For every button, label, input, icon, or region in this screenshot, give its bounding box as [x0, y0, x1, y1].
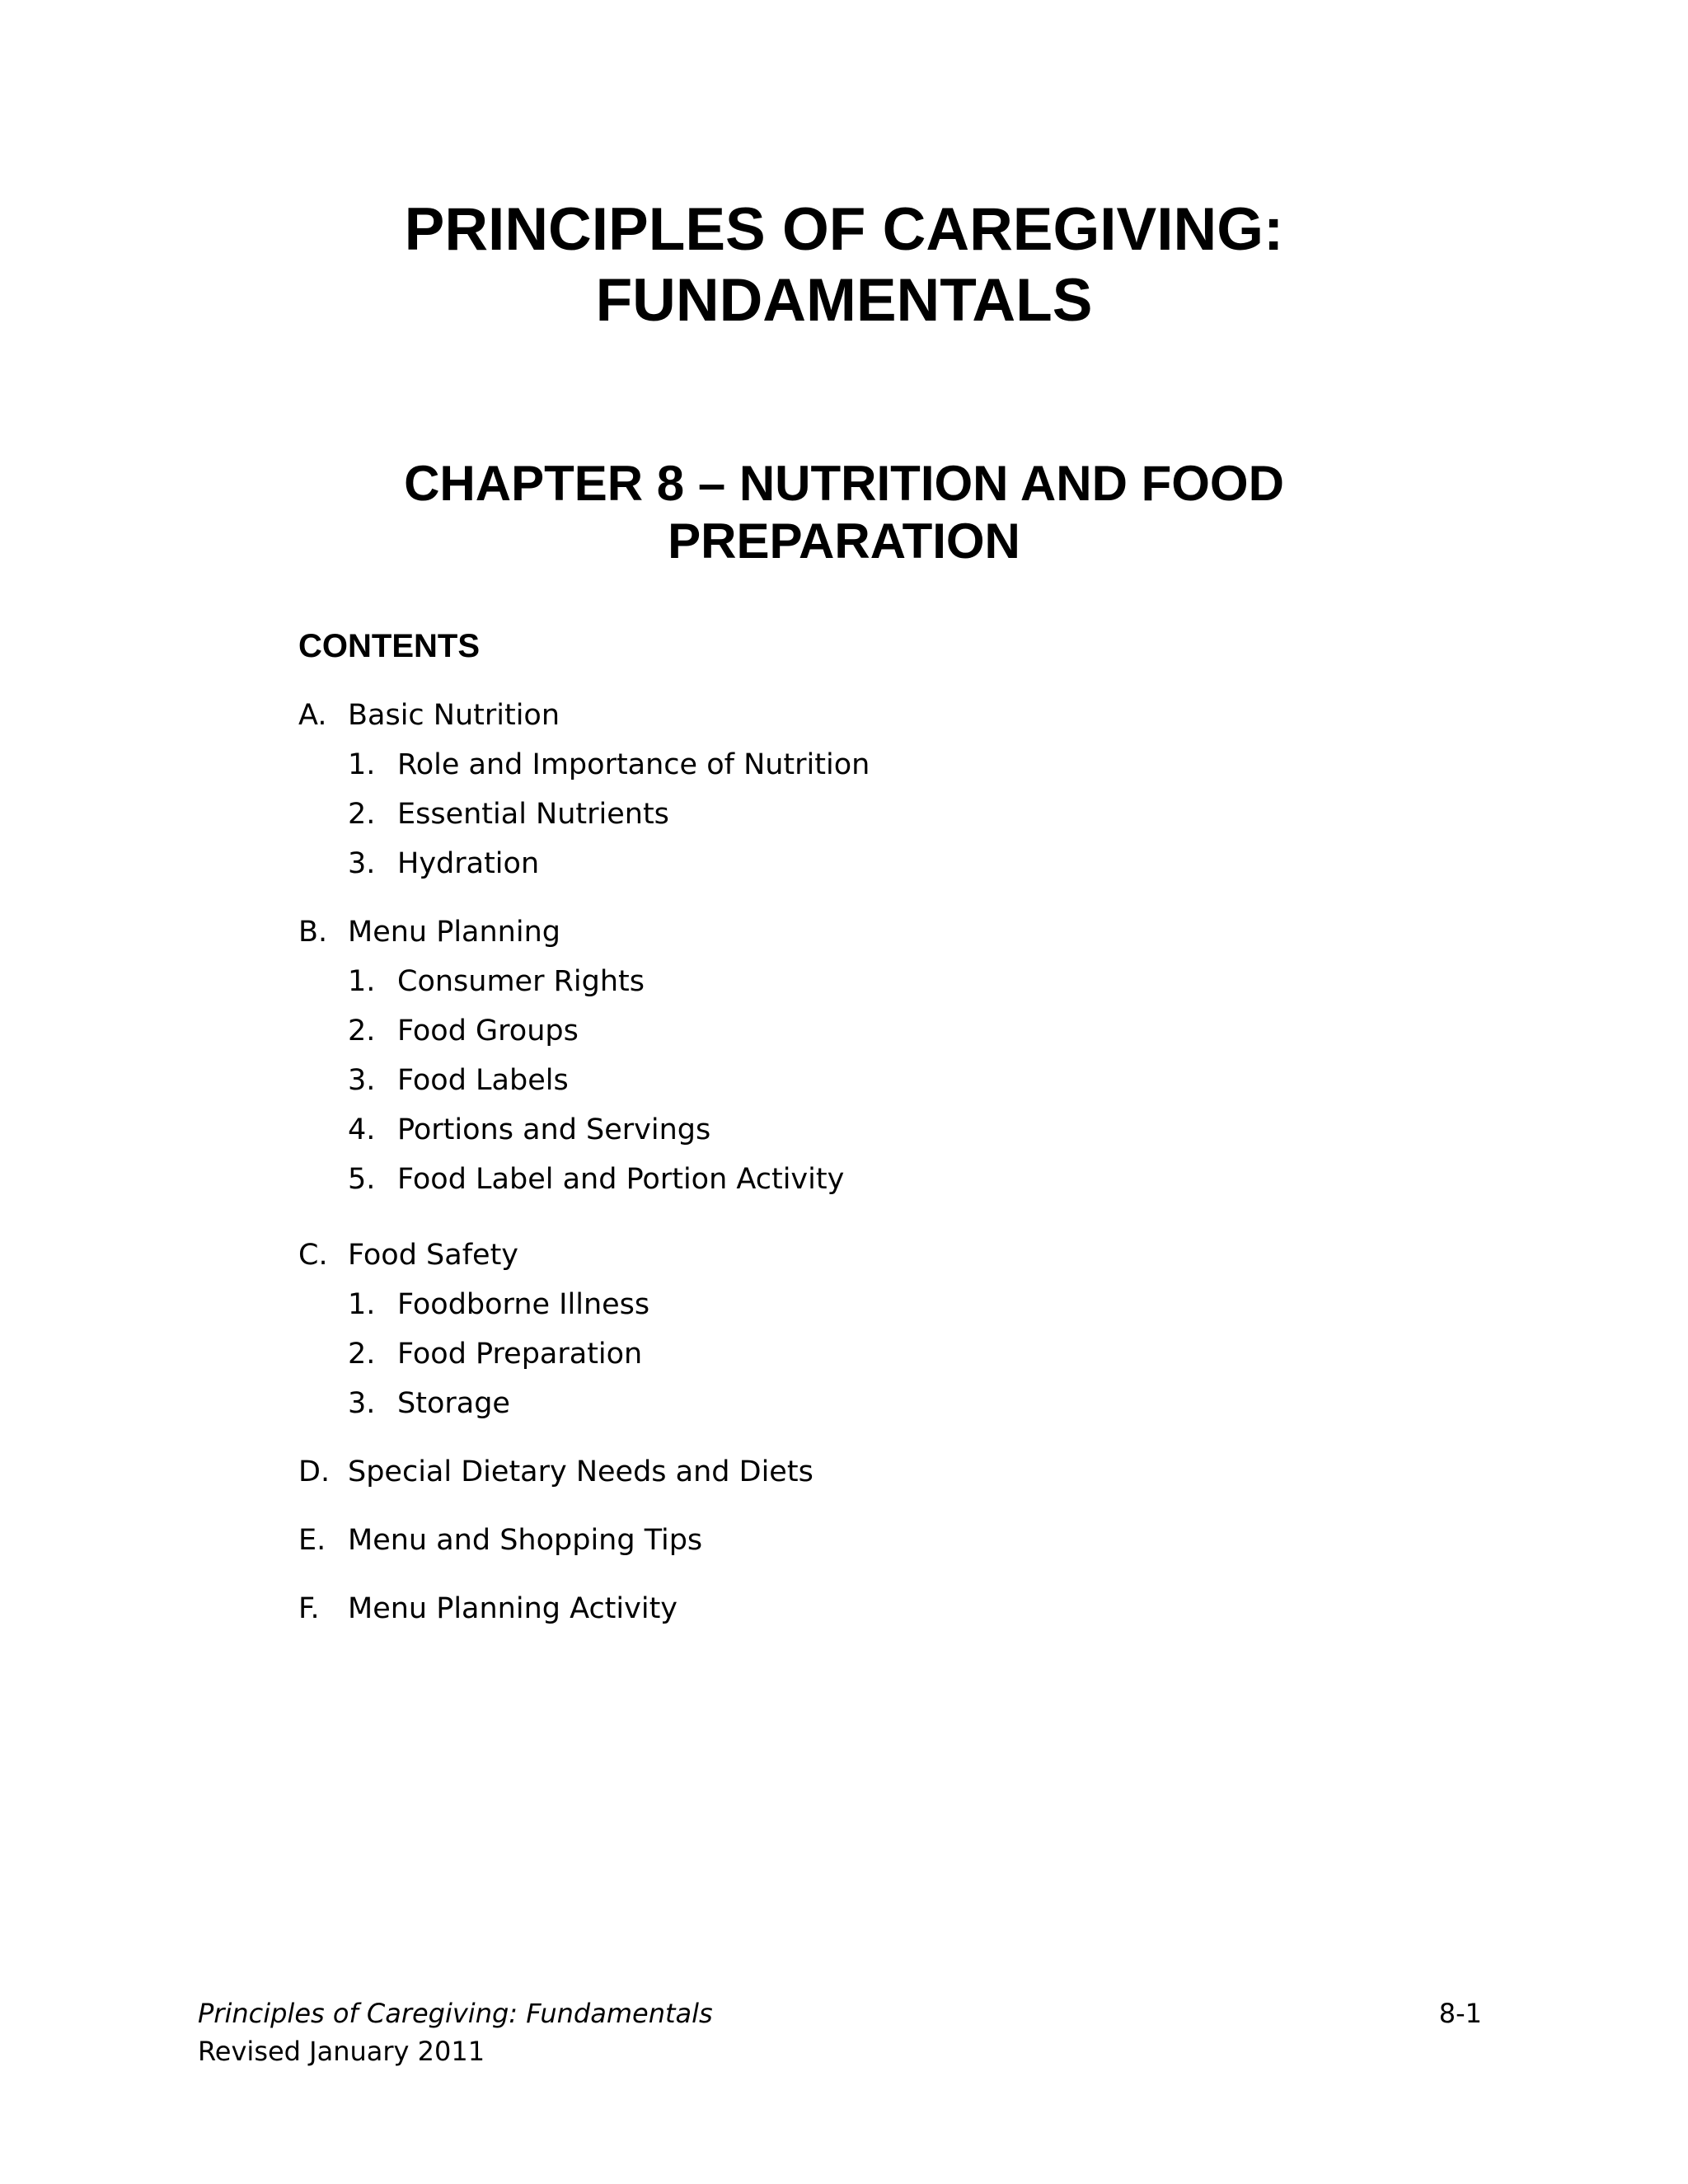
- toc-section-letter: A.: [298, 699, 327, 732]
- toc-section-title: Special Dietary Needs and Diets: [348, 1455, 814, 1488]
- toc-item-title: Food Labels: [397, 1064, 569, 1097]
- toc-item: [298, 1105, 844, 1155]
- footer: [198, 1994, 713, 2070]
- toc-item: [298, 839, 870, 888]
- toc-item: [298, 1006, 844, 1056]
- toc-section-c: [298, 1230, 649, 1428]
- footer-title: Principles of Caregiving: Fundamentals: [198, 1998, 713, 2029]
- toc-item-number: 1.: [348, 748, 376, 781]
- toc-section-heading: [298, 1584, 678, 1633]
- toc-section-letter: C.: [298, 1239, 328, 1272]
- toc-section-d: [298, 1447, 814, 1497]
- toc-item-number: 1.: [348, 1288, 376, 1321]
- toc-item-number: 2.: [348, 798, 376, 831]
- chapter-title: [0, 455, 1688, 570]
- toc-section-title: Food Safety: [348, 1239, 519, 1272]
- toc-item-number: 4.: [348, 1113, 376, 1146]
- toc-section-title: Basic Nutrition: [348, 699, 560, 732]
- toc-section-e: [298, 1516, 702, 1565]
- toc-item-number: 3.: [348, 847, 376, 880]
- toc-section-heading: [298, 1516, 702, 1565]
- toc-item-title: Foodborne Illness: [397, 1288, 650, 1321]
- toc-item-number: 5.: [348, 1163, 376, 1196]
- toc-item-title: Hydration: [397, 847, 540, 880]
- toc-section-f: [298, 1584, 678, 1633]
- toc-item-number: 2.: [348, 1015, 376, 1047]
- toc-item: [298, 1056, 844, 1105]
- toc-item-title: Storage: [397, 1387, 510, 1420]
- toc-section-letter: B.: [298, 916, 328, 949]
- toc-item-title: Food Groups: [397, 1015, 579, 1047]
- toc-section-a: [298, 691, 870, 888]
- toc-section-letter: D.: [298, 1455, 331, 1488]
- toc-item-number: 2.: [348, 1338, 376, 1371]
- toc-item-title: Essential Nutrients: [397, 798, 669, 831]
- document-title-line-2: FUNDAMENTALS: [595, 267, 1093, 334]
- toc-item: [298, 1280, 649, 1329]
- toc-item: [298, 790, 870, 839]
- toc-item-number: 3.: [348, 1387, 376, 1420]
- contents-heading: CONTENTS: [298, 628, 480, 664]
- footer-revised-date: Revised January 2011: [198, 2036, 485, 2067]
- document-title-line-1: PRINCIPLES OF CAREGIVING:: [404, 196, 1284, 263]
- toc-section-letter: E.: [298, 1524, 326, 1557]
- toc-item-number: 3.: [348, 1064, 376, 1097]
- toc-section-heading: [298, 691, 870, 740]
- toc-item-title: Consumer Rights: [397, 965, 645, 998]
- toc-item: [298, 1379, 649, 1428]
- toc-item-title: Role and Importance of Nutrition: [397, 748, 870, 781]
- toc-item: [298, 740, 870, 790]
- page-number: 8-1: [1438, 1998, 1482, 2029]
- toc-section-title: Menu and Shopping Tips: [348, 1524, 703, 1557]
- toc-section-heading: [298, 1447, 814, 1497]
- toc-section-heading: [298, 1230, 649, 1280]
- chapter-title-line-1: CHAPTER 8 – NUTRITION AND FOOD: [404, 456, 1284, 511]
- toc-item-title: Food Label and Portion Activity: [397, 1163, 845, 1196]
- toc-item: [298, 1155, 844, 1204]
- toc-item-title: Food Preparation: [397, 1338, 643, 1371]
- toc-section-title: Menu Planning Activity: [348, 1592, 678, 1625]
- document-title: [0, 194, 1688, 336]
- toc-item: [298, 957, 844, 1006]
- toc-section-heading: [298, 907, 844, 957]
- toc-section-letter: F.: [298, 1592, 320, 1625]
- toc-item-number: 1.: [348, 965, 376, 998]
- chapter-title-line-2: PREPARATION: [668, 513, 1020, 569]
- toc-item-title: Portions and Servings: [397, 1113, 711, 1146]
- toc-item: [298, 1329, 649, 1379]
- toc-section-b: [298, 907, 844, 1204]
- toc-section-title: Menu Planning: [348, 916, 560, 949]
